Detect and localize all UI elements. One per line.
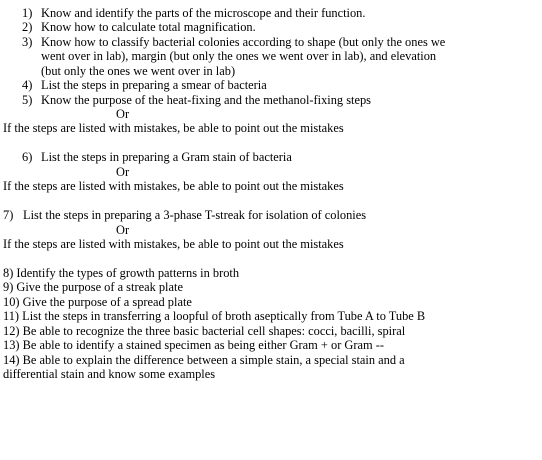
item-text: List the steps in preparing a Gram stain of bacteria	[41, 150, 292, 164]
mistakes-note: If the steps are listed with mistakes, be able to point out the mistakes	[3, 237, 344, 251]
or-separator: Or	[116, 223, 130, 237]
item-number: 1)	[22, 6, 33, 20]
list-item-8: 8) Identify the types of growth patterns in broth	[3, 266, 240, 280]
list-item-9: 9) Give the purpose of a streak plate	[3, 280, 183, 294]
item-text: List the steps in preparing a smear of bacteria	[41, 78, 267, 92]
item-text-continued: went over in lab), margin (but only the ones we went over in lab), and elevation	[41, 49, 437, 63]
item-text: Know and identify the parts of the microscope and their function.	[41, 6, 366, 20]
or-separator: Or	[116, 107, 130, 121]
item-text: Know how to classify bacterial colonies according to shape (but only the ones we	[41, 35, 446, 49]
item-number: 6)	[22, 150, 33, 164]
item-number: 2)	[22, 20, 33, 34]
item-number: 7)	[3, 208, 14, 222]
item-text: List the steps in preparing a 3-phase T-streak for isolation of colonies	[23, 208, 367, 222]
item-text: Know the purpose of the heat-fixing and the methanol-fixing steps	[41, 93, 371, 107]
list-item-14: 14) Be able to explain the difference between a simple stain, a special stain and a	[3, 353, 405, 367]
list-item-13: 13) Be able to identify a stained specimen as being either Gram + or Gram --	[3, 338, 384, 352]
item-number: 4)	[22, 78, 33, 92]
list-item-14-continued: differential stain and know some examples	[3, 367, 216, 381]
list-item-12: 12) Be able to recognize the three basic bacterial cell shapes: cocci, bacilli, spiral	[3, 324, 406, 338]
list-item-10: 10) Give the purpose of a spread plate	[3, 295, 192, 309]
item-text-continued: (but only the ones we went over in lab)	[41, 64, 236, 78]
item-number: 5)	[22, 93, 33, 107]
list-item-11: 11) List the steps in transferring a loopful of broth aseptically from Tube A to Tube B	[3, 309, 426, 323]
or-separator: Or	[116, 165, 130, 179]
mistakes-note: If the steps are listed with mistakes, be able to point out the mistakes	[3, 179, 344, 193]
item-text: Know how to calculate total magnification.	[41, 20, 256, 34]
item-number: 3)	[22, 35, 33, 49]
mistakes-note: If the steps are listed with mistakes, be able to point out the mistakes	[3, 121, 344, 135]
